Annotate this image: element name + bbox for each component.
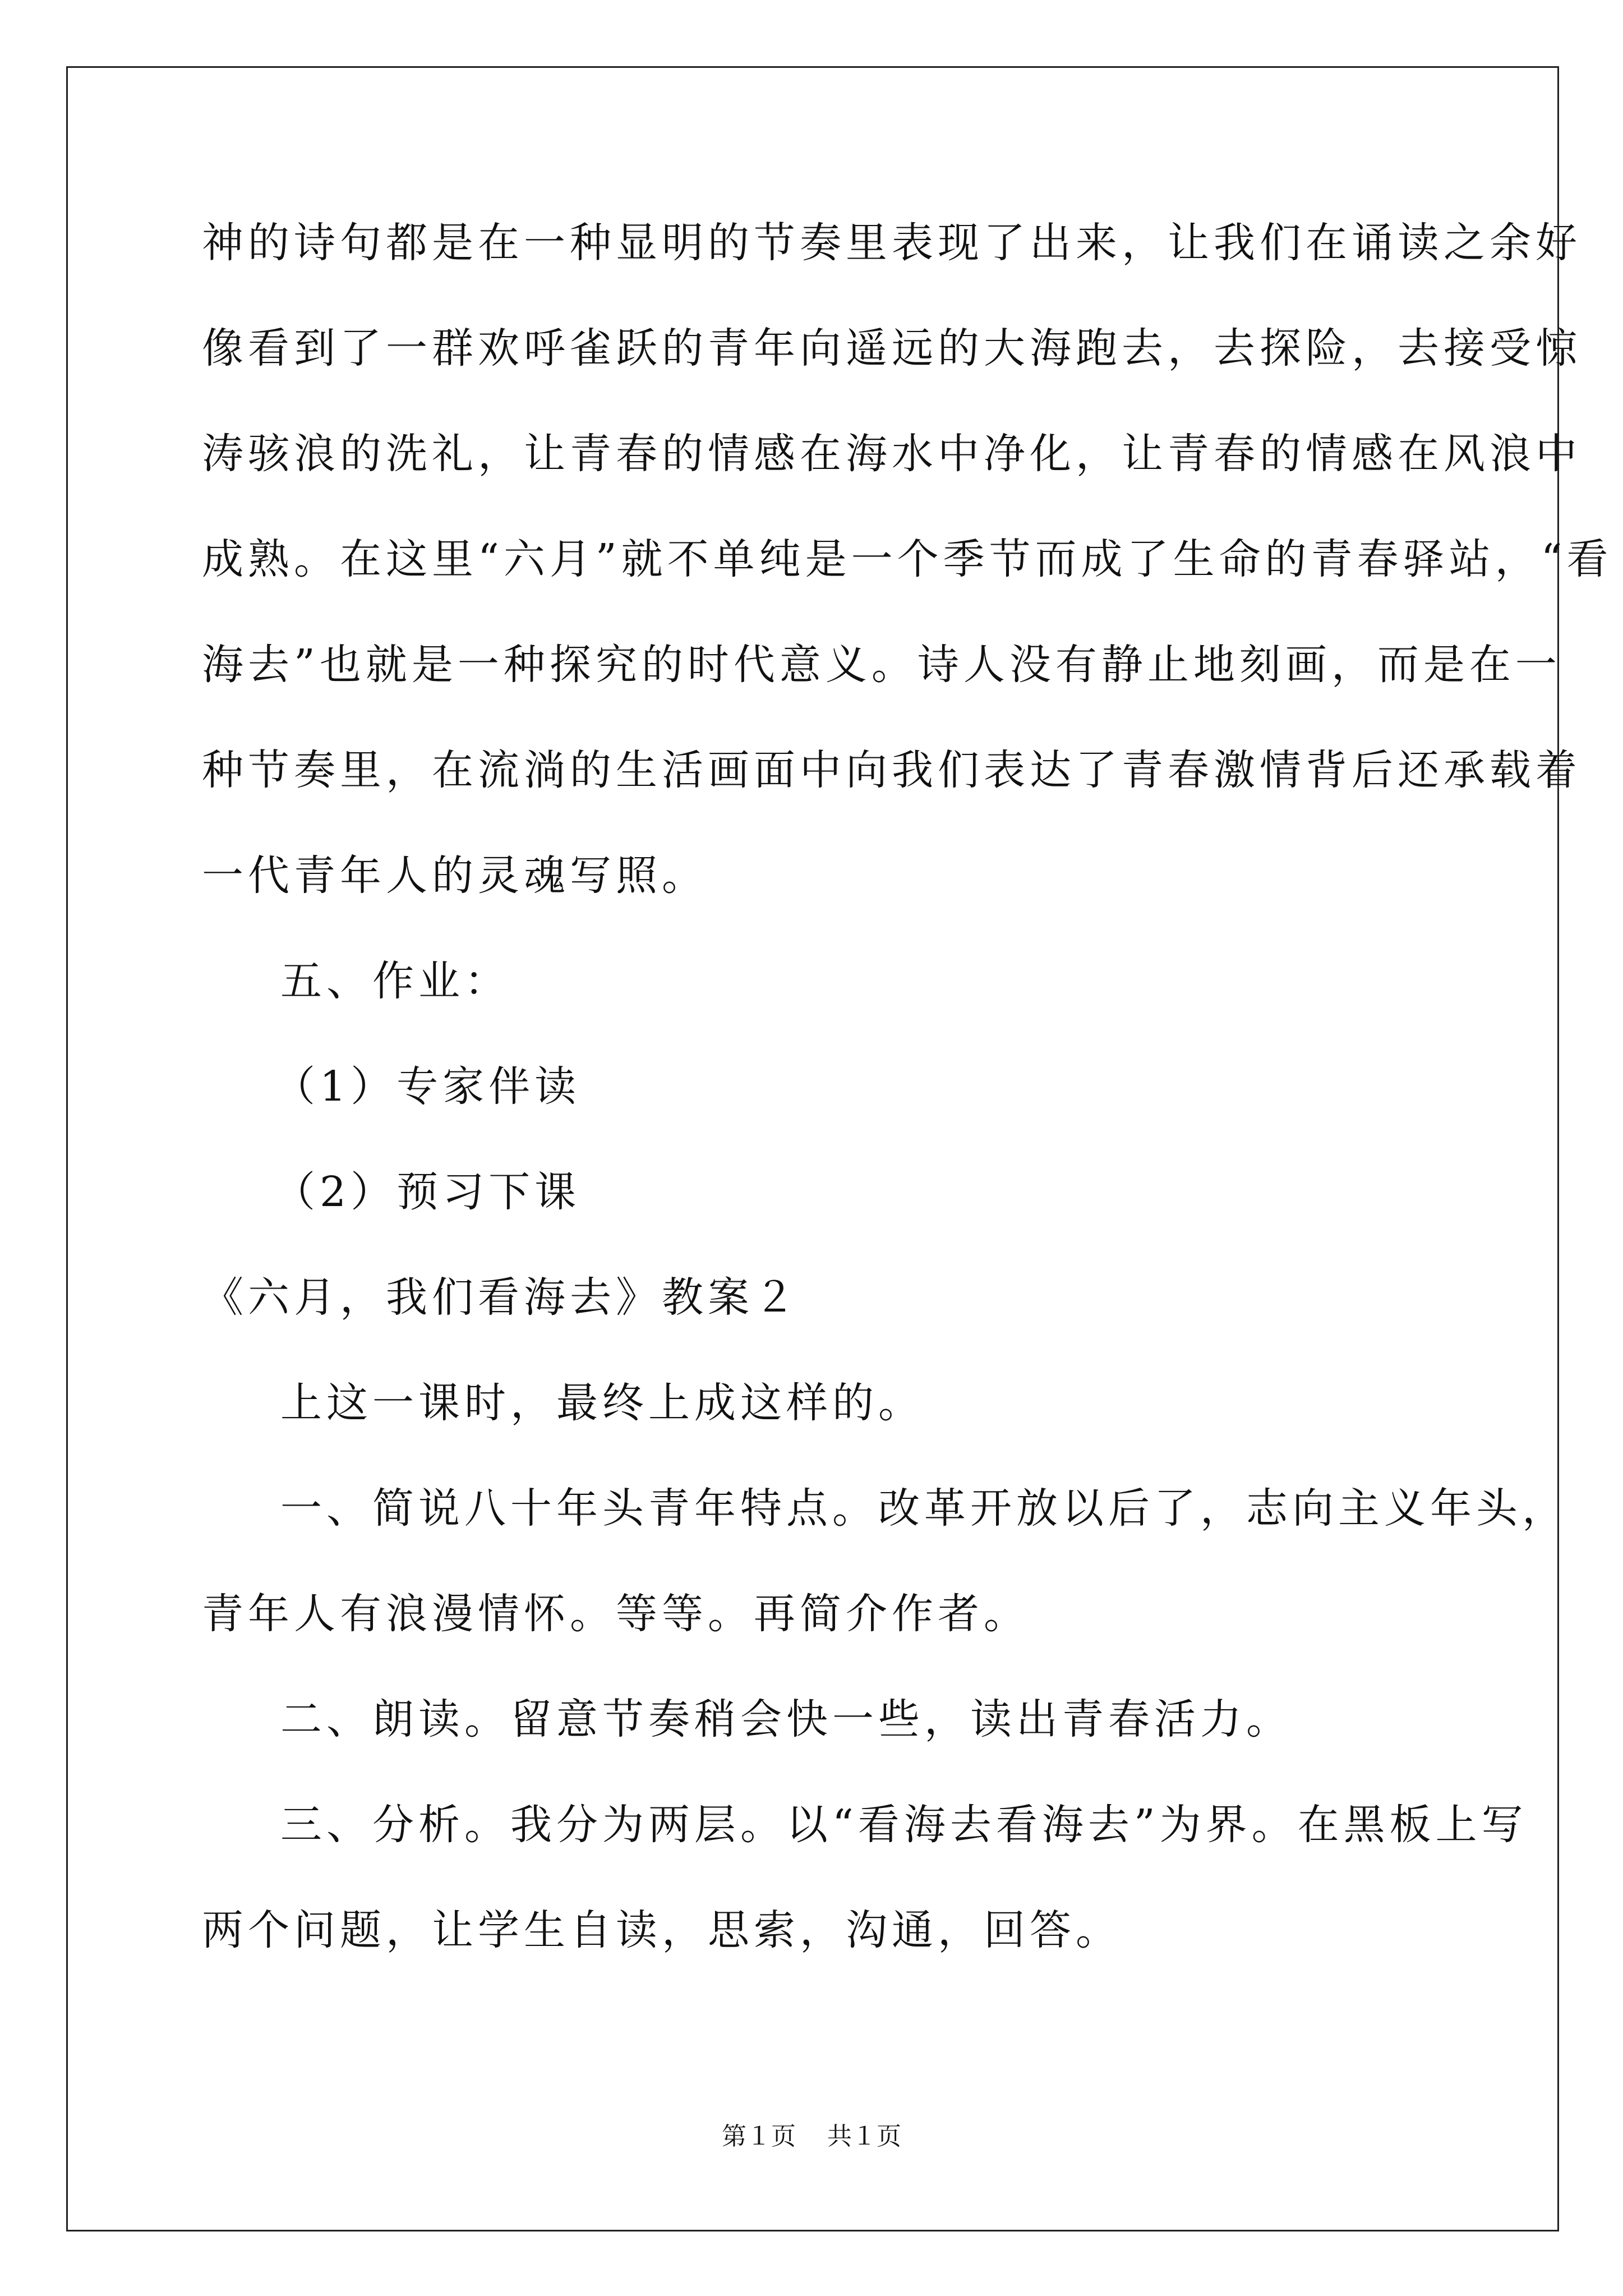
paragraph-line: 成熟。在这里“六月”就不单纯是一个季节而成了生命的青春驿站，“看 xyxy=(202,535,1613,583)
lesson-plan-title: 《六月，我们看海去》教案２ xyxy=(202,1273,800,1322)
homework-item-1: （1）专家伴读 xyxy=(274,1062,581,1111)
page-footer xyxy=(0,2120,1623,2154)
paragraph-line: 青年人有浪漫情怀。等等。再简介作者。 xyxy=(202,1590,1030,1638)
paragraph-line: 种节奏里，在流淌的生活画面中向我们表达了青春激情背后还承载着 xyxy=(202,746,1581,794)
paragraph-line: 一、简说八十年头青年特点。改革开放以后了，志向主义年头， xyxy=(280,1484,1568,1533)
document-body xyxy=(202,215,1613,2008)
paragraph-line: 神的诗句都是在一种显明的节奏里表现了出来，让我们在诵读之余好 xyxy=(202,219,1581,267)
section-heading-homework: 五、作业： xyxy=(280,957,510,1005)
paragraph-line: 上这一课时，最终上成这样的。 xyxy=(280,1379,924,1427)
paragraph-line: 三、分析。我分为两层。以“看海去看海去”为界。在黑板上写 xyxy=(280,1801,1528,1849)
paragraph-line: 一代青年人的灵魂写照。 xyxy=(202,852,708,900)
page-total: 共１页 xyxy=(827,2122,901,2151)
homework-item-2: （2）预习下课 xyxy=(274,1168,581,1216)
paragraph-line: 涛骇浪的洗礼，让青春的情感在海水中净化，让青春的情感在风浪中 xyxy=(202,430,1581,478)
paragraph-line: 像看到了一群欢呼雀跃的青年向遥远的大海跑去，去探险，去接受惊 xyxy=(202,324,1581,372)
page-number: 第１页 xyxy=(722,2122,796,2151)
paragraph-line: 海去”也就是一种探究的时代意义。诗人没有静止地刻画，而是在一 xyxy=(202,641,1561,689)
paragraph-line: 二、朗读。留意节奏稍会快一些，读出青春活力。 xyxy=(280,1695,1292,1743)
paragraph-line: 两个问题，让学生自读，思索，沟通，回答。 xyxy=(202,1906,1122,1954)
